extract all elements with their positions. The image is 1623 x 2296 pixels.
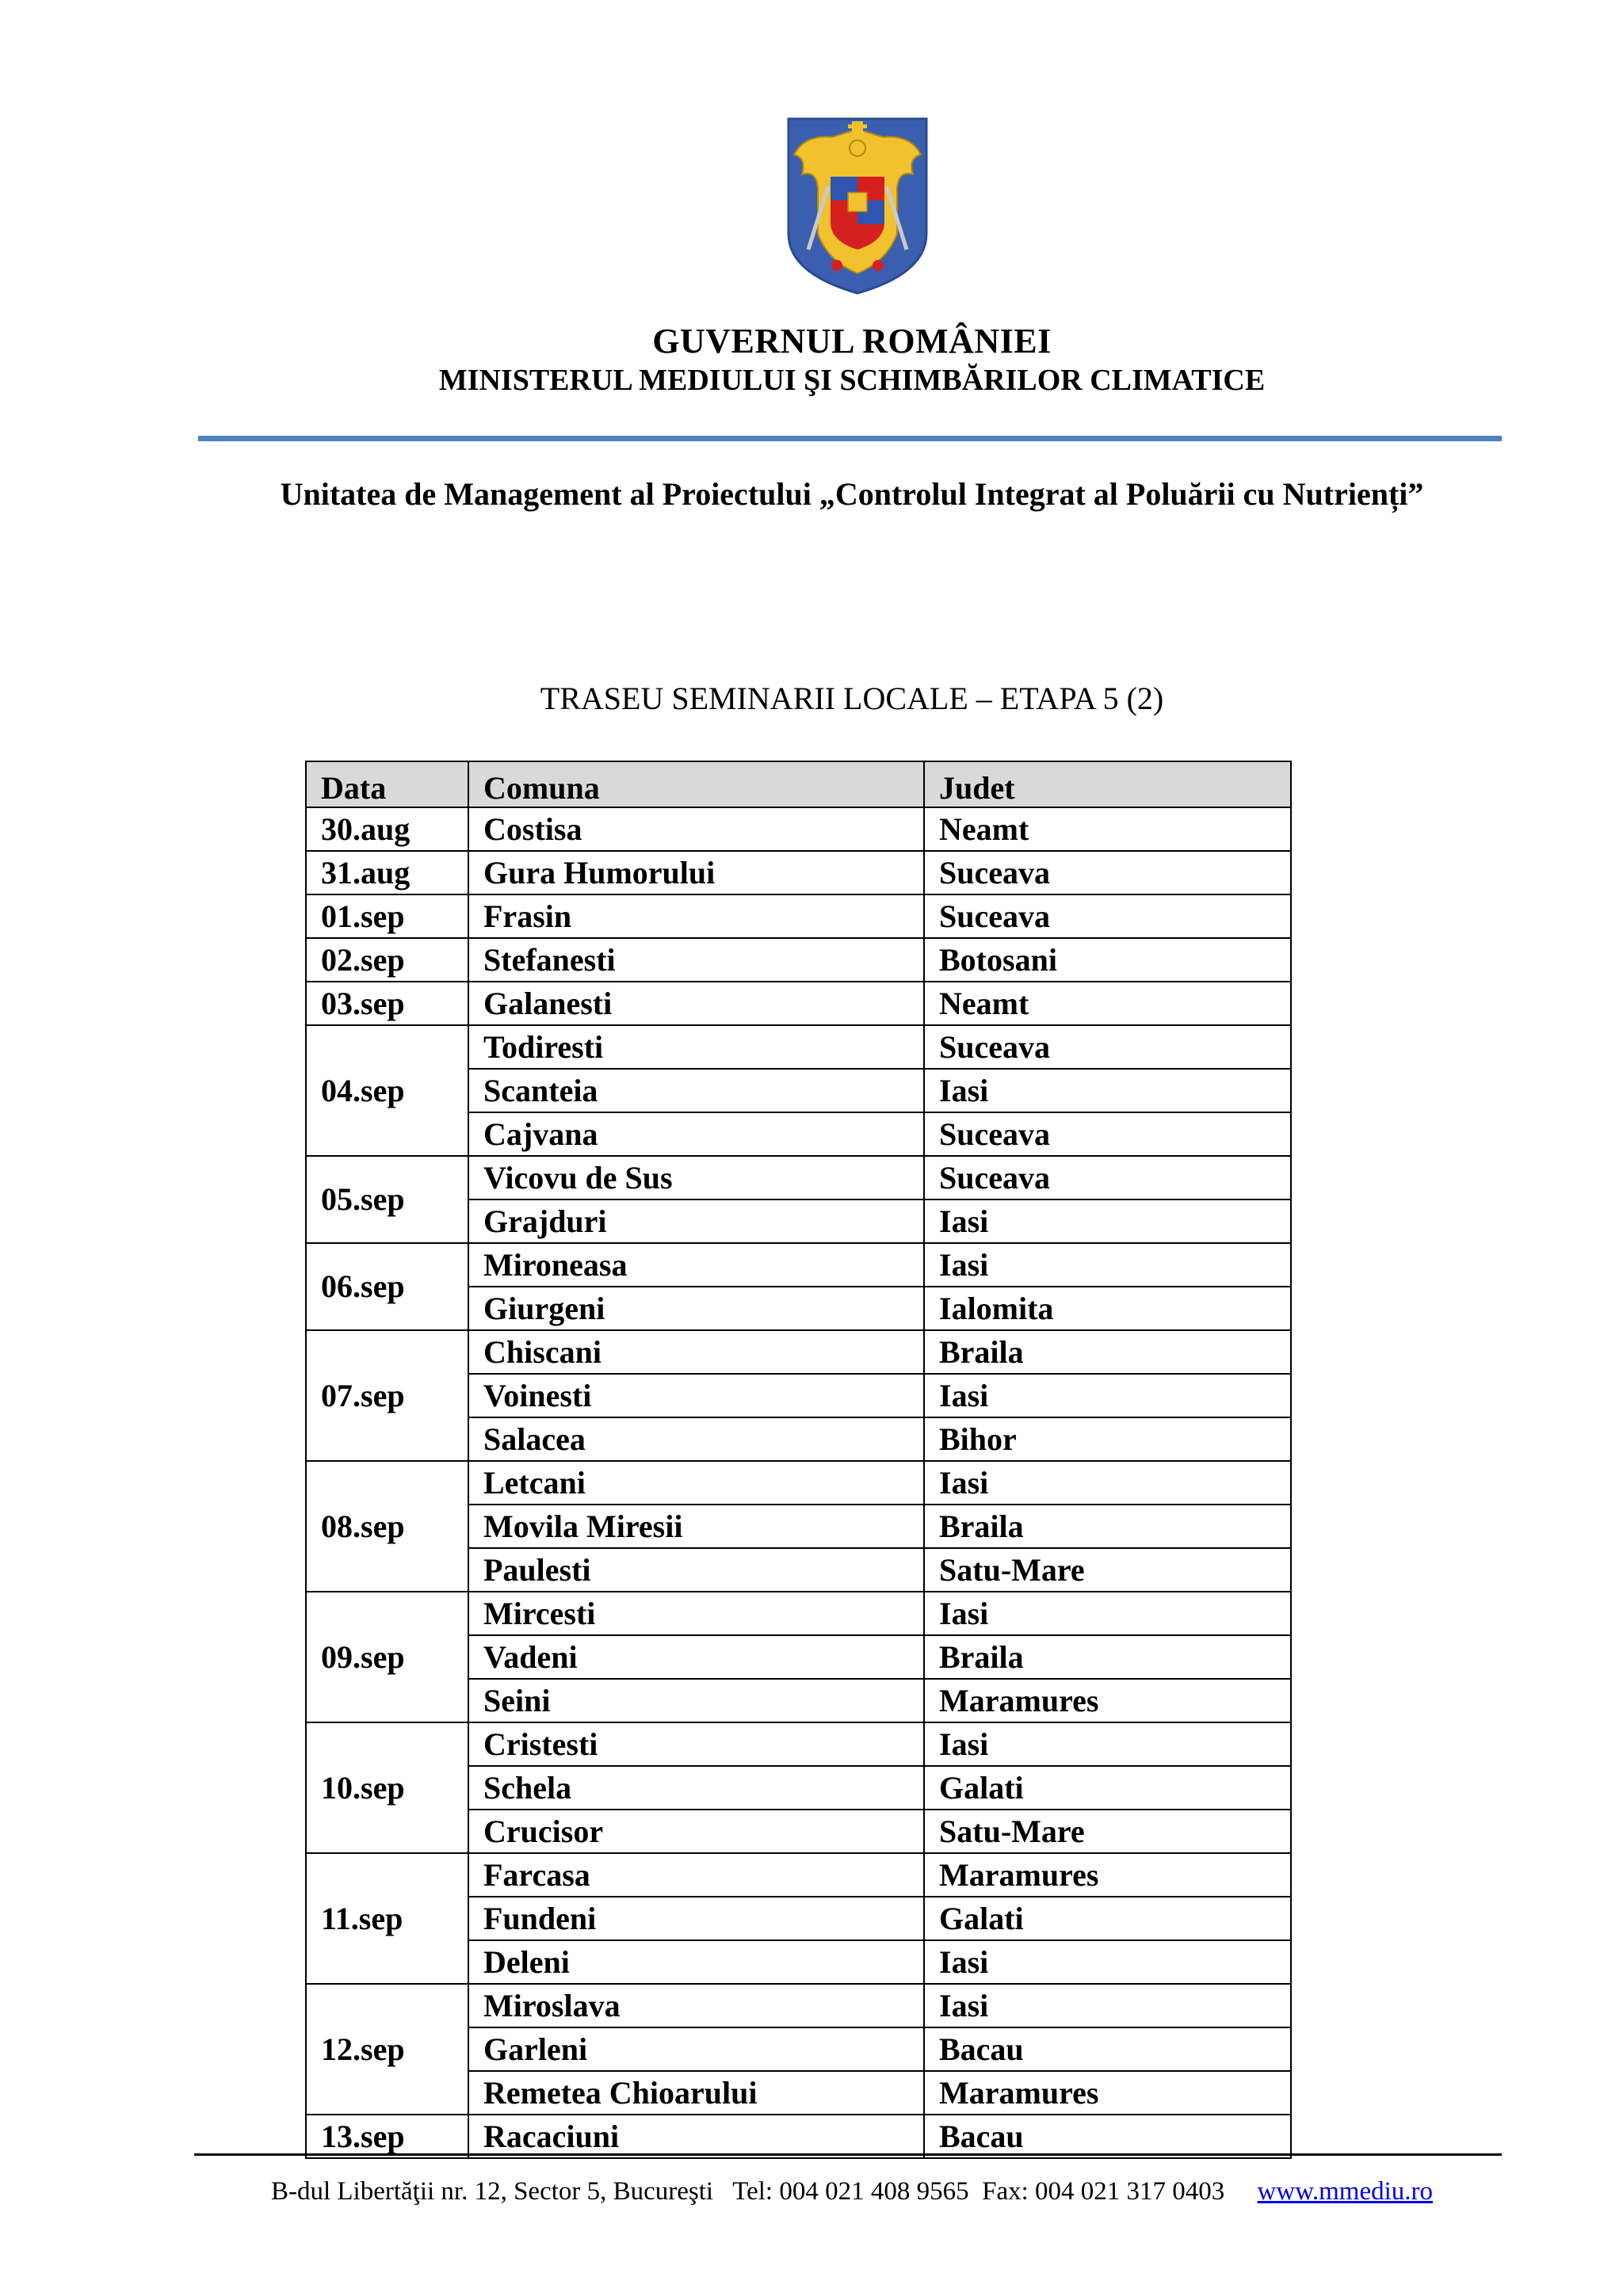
footer-address: B-dul Libertăţii nr. 12, Sector 5, Bucureşti [270,2177,714,2206]
comuna-cell: Galanesti [468,982,924,1025]
judet-cell: Iasi [924,1984,1291,2027]
government-title: GUVERNUL ROMÂNIEI [652,322,1052,360]
table-row [306,1156,1291,1199]
comuna-cell: Seini [468,1679,924,1722]
table-row [306,807,1291,851]
table-row [306,1461,1291,1505]
comuna-cell: Letcani [468,1461,924,1505]
date-cell: 05.sep [306,1156,468,1243]
column-header-date: Data [306,761,468,807]
comuna-cell: Schela [468,1766,924,1810]
judet-cell: Satu-Mare [924,1810,1291,1853]
judet-cell: Suceava [924,894,1291,938]
comuna-cell: Voinesti [468,1374,924,1417]
table-row [306,1984,1291,2027]
judet-cell: Braila [924,1505,1291,1548]
judet-cell: Galati [924,1766,1291,1810]
seminar-schedule-table [305,761,1292,2159]
comuna-cell: Costisa [468,807,924,851]
table-row [306,1243,1291,1287]
comuna-cell: Salacea [468,1417,924,1461]
coat-of-arms-icon [785,115,930,296]
ministry-title: MINISTERUL MEDIULUI ŞI SCHIMBĂRILOR CLIMATICE [438,364,1266,397]
date-cell: 02.sep [306,938,468,982]
table-row [306,1722,1291,1766]
comuna-cell: Giurgeni [468,1287,924,1330]
date-cell: 30.aug [306,807,468,851]
judet-cell: Iasi [924,1940,1291,1984]
comuna-cell: Racaciuni [468,2115,924,2158]
column-header-comuna: Comuna [468,761,924,807]
website-link[interactable]: www.mmediu.ro [1257,2177,1434,2206]
date-cell: 01.sep [306,894,468,938]
judet-cell: Botosani [924,938,1291,982]
judet-cell: Bacau [924,2027,1291,2071]
table-row [306,894,1291,938]
footer-phone: Tel: 004 021 408 9565 [732,2177,969,2206]
comuna-cell: Grajduri [468,1199,924,1243]
route-title: TRASEU SEMINARII LOCALE – ETAPA 5 (2) [540,681,1164,716]
comuna-cell: Garleni [468,2027,924,2071]
comuna-cell: Remetea Chioarului [468,2071,924,2115]
table-row [306,2115,1291,2158]
date-cell: 10.sep [306,1722,468,1853]
comuna-cell: Farcasa [468,1853,924,1897]
comuna-cell: Movila Miresii [468,1505,924,1548]
comuna-cell: Mironeasa [468,1243,924,1287]
comuna-cell: Vicovu de Sus [468,1156,924,1199]
judet-cell: Maramures [924,2071,1291,2115]
judet-cell: Iasi [924,1374,1291,1417]
judet-cell: Neamt [924,982,1291,1025]
date-cell: 09.sep [306,1592,468,1722]
comuna-cell: Mircesti [468,1592,924,1635]
judet-cell: Maramures [924,1853,1291,1897]
judet-cell: Suceava [924,1025,1291,1069]
date-cell: 12.sep [306,1984,468,2115]
judet-cell: Ialomita [924,1287,1291,1330]
comuna-cell: Cristesti [468,1722,924,1766]
table-row [306,1025,1291,1069]
date-cell: 06.sep [306,1243,468,1330]
judet-cell: Braila [924,1635,1291,1679]
comuna-cell: Scanteia [468,1069,924,1112]
comuna-cell: Cajvana [468,1112,924,1156]
date-cell: 07.sep [306,1330,468,1461]
comuna-cell: Fundeni [468,1897,924,1940]
judet-cell: Iasi [924,1592,1291,1635]
judet-cell: Suceava [924,1112,1291,1156]
table-header-row [306,761,1291,807]
footer-fax: Fax: 004 021 317 0403 [982,2177,1225,2206]
date-cell: 31.aug [306,851,468,894]
judet-cell: Braila [924,1330,1291,1374]
judet-cell: Iasi [924,1461,1291,1505]
date-cell: 03.sep [306,982,468,1025]
table-row [306,938,1291,982]
judet-cell: Iasi [924,1199,1291,1243]
table-row [306,851,1291,894]
footer [0,2177,1623,2206]
column-header-judet: Judet [924,761,1291,807]
comuna-cell: Stefanesti [468,938,924,982]
comuna-cell: Gura Humorului [468,851,924,894]
comuna-cell: Crucisor [468,1810,924,1853]
table-row [306,1853,1291,1897]
footer-divider [194,2153,1502,2156]
date-cell: 11.sep [306,1853,468,1984]
table-row [306,1592,1291,1635]
table-body [306,807,1291,2158]
comuna-cell: Vadeni [468,1635,924,1679]
judet-cell: Maramures [924,1679,1291,1722]
comuna-cell: Chiscani [468,1330,924,1374]
comuna-cell: Deleni [468,1940,924,1984]
judet-cell: Iasi [924,1243,1291,1287]
header-divider [198,436,1502,441]
judet-cell: Satu-Mare [924,1548,1291,1592]
table-row [306,982,1291,1025]
judet-cell: Galati [924,1897,1291,1940]
date-cell: 08.sep [306,1461,468,1592]
date-cell: 13.sep [306,2115,468,2158]
judet-cell: Suceava [924,1156,1291,1199]
comuna-cell: Todiresti [468,1025,924,1069]
date-cell: 04.sep [306,1025,468,1156]
judet-cell: Iasi [924,1069,1291,1112]
comuna-cell: Frasin [468,894,924,938]
comuna-cell: Miroslava [468,1984,924,2027]
project-unit-title: Unitatea de Management al Proiectului „Controlul Integrat al Poluării cu Nutrienți” [280,476,1424,512]
judet-cell: Bacau [924,2115,1291,2158]
judet-cell: Iasi [924,1722,1291,1766]
judet-cell: Neamt [924,807,1291,851]
comuna-cell: Paulesti [468,1548,924,1592]
judet-cell: Bihor [924,1417,1291,1461]
judet-cell: Suceava [924,851,1291,894]
table-row [306,1330,1291,1374]
